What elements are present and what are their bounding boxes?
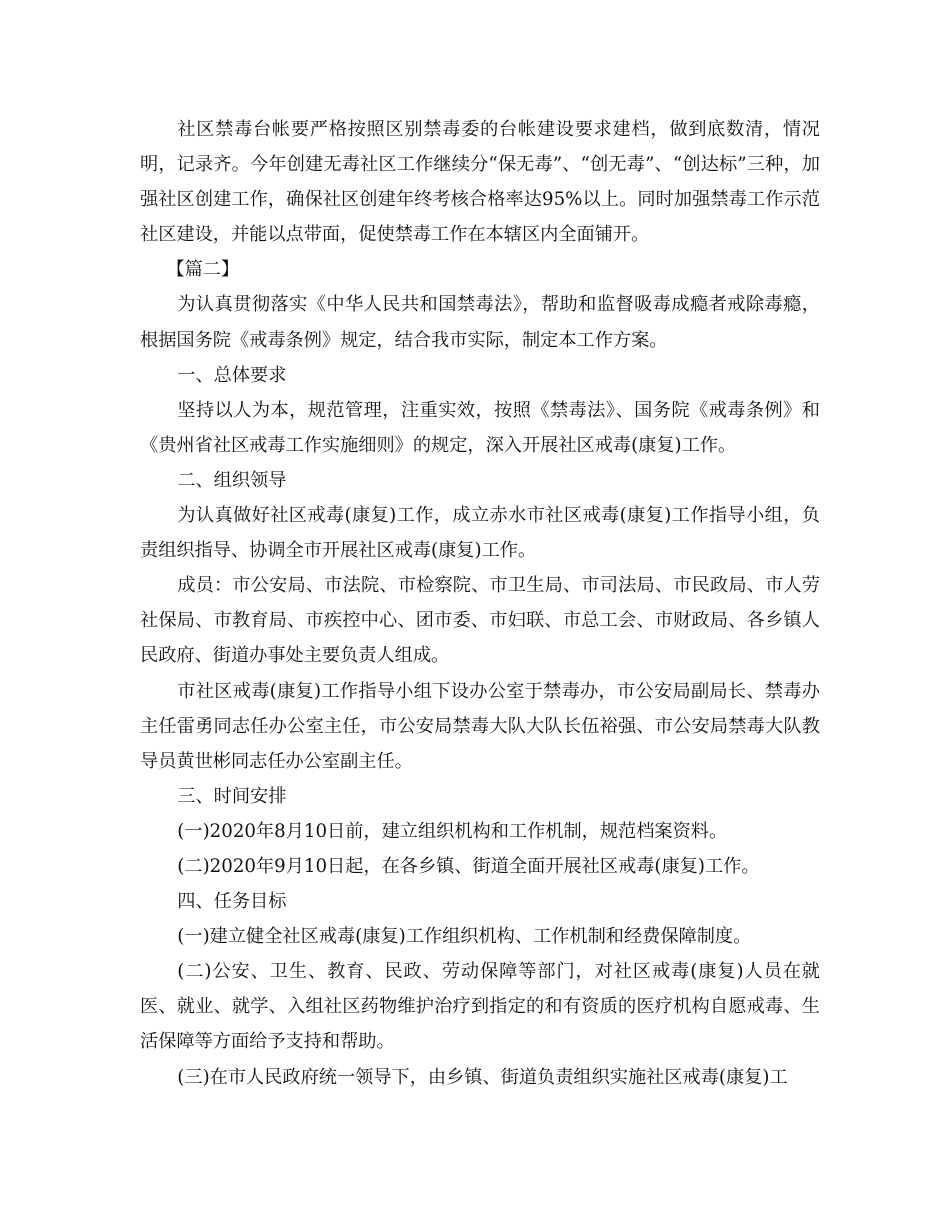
- paragraph-schedule-2: (二)2020年9月10日起，在各乡镇、街道全面开展社区戒毒(康复)工作。: [177, 855, 760, 877]
- paragraph-community-ledger: 社区禁毒台帐要严格按照区别禁毒委的台帐建设要求建档，做到底数清，情况明，记录齐。今年创建无毒社区工作继续分“保无毒”、“创无毒”、“创达标”三种，加强社区创建工作，确保社区创建年终考核合格率达95%以上。同时加强禁毒工作示范社区建设，并能以点带面，促使禁毒工作在本辖区内全面铺开。: [140, 119, 820, 246]
- paragraph-intro: 为认真贯彻落实《中华人民共和国禁毒法》，帮助和监督吸毒成瘾者戒除毒瘾，根据国务院《戒毒条例》规定，结合我市实际，制定本工作方案。: [140, 294, 820, 351]
- heading-task-goals: 四、任务目标: [177, 891, 287, 913]
- heading-schedule: 三、时间安排: [177, 785, 287, 807]
- section-marker-part-two: 【篇二】: [166, 259, 240, 281]
- paragraph-members: 成员：市公安局、市法院、市检察院、市卫生局、市司法局、市民政局、市人劳社保局、市教育局、市疾控中心、团市委、市妇联、市总工会、市财政局、各乡镇人民政府、街道办事处主要负责人组成。: [140, 575, 820, 667]
- paragraph-goal-3: (三)在市人民政府统一领导下，由乡镇、街道负责组织实施社区戒毒(康复)工: [177, 1066, 788, 1088]
- paragraph-guidance-group: 为认真做好社区戒毒(康复)工作，成立赤水市社区戒毒(康复)工作指导小组，负责组织指导、协调全市开展社区戒毒(康复)工作。: [140, 505, 820, 562]
- heading-organization: 二、组织领导: [177, 469, 287, 491]
- heading-general-requirements: 一、总体要求: [177, 364, 287, 386]
- paragraph-office: 市社区戒毒(康复)工作指导小组下设办公室于禁毒办，市公安局副局长、禁毒办主任雷勇同志任办公室主任，市公安局禁毒大队大队长伍裕强、市公安局禁毒大队教导员黄世彬同志任办公室副主任。: [140, 680, 820, 772]
- paragraph-general-requirements: 坚持以人为本，规范管理，注重实效，按照《禁毒法》、国务院《戒毒条例》和《贵州省社区戒毒工作实施细则》的规定，深入开展社区戒毒(康复)工作。: [140, 399, 820, 456]
- paragraph-goal-2: (二)公安、卫生、教育、民政、劳动保障等部门，对社区戒毒(康复)人员在就医、就业、就学、入组社区药物维护治疗到指定的和有资质的医疗机构自愿戒毒、生活保障等方面给予支持和帮助。: [140, 961, 820, 1053]
- paragraph-schedule-1: (一)2020年8月10日前，建立组织机构和工作机制，规范档案资料。: [177, 820, 728, 842]
- document-page: [140, 112, 820, 1095]
- paragraph-goal-1: (一)建立健全社区戒毒(康复)工作组织机构、工作机制和经费保障制度。: [177, 926, 752, 948]
